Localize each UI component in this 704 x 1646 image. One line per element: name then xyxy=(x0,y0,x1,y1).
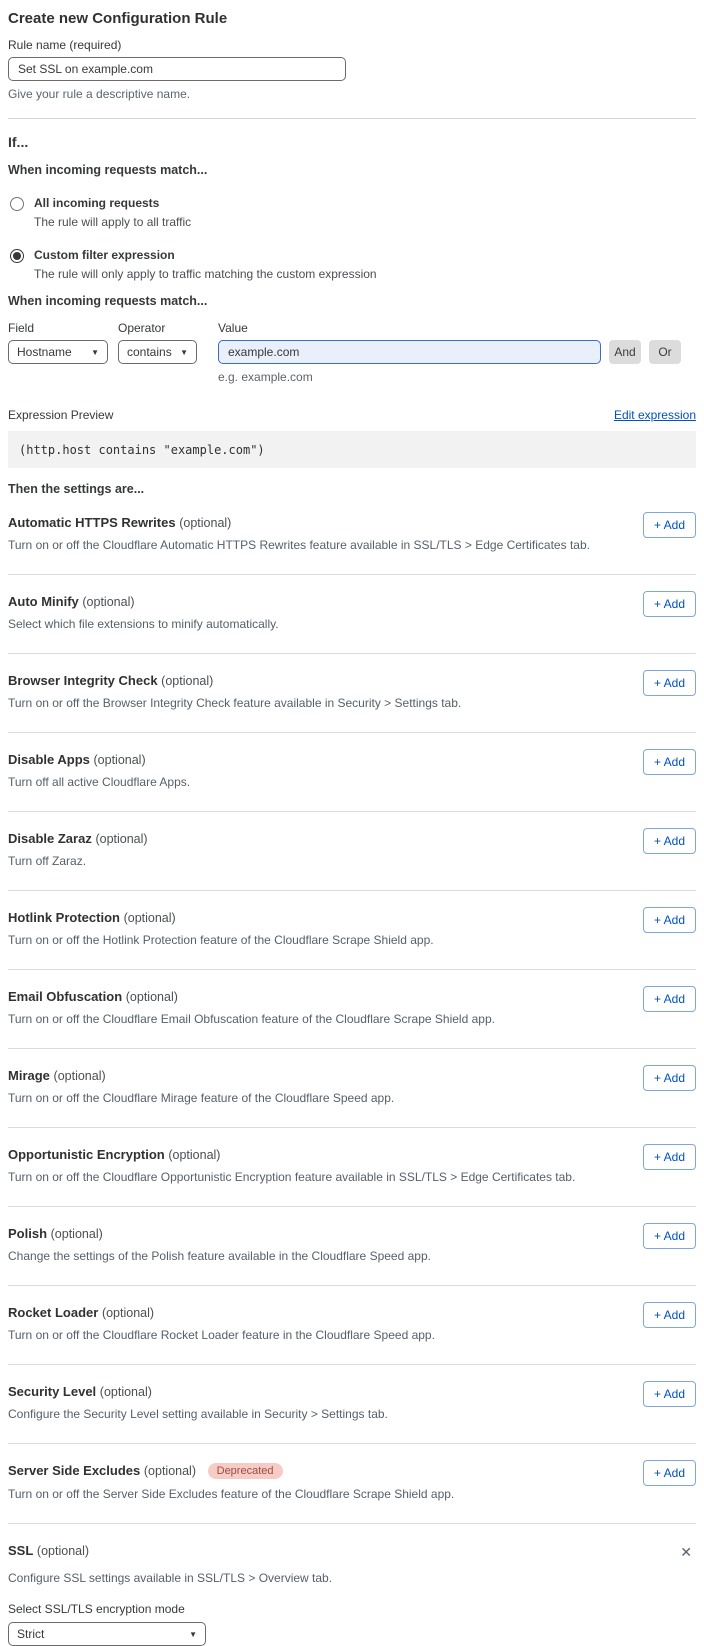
radio-option-all-requests[interactable] xyxy=(8,196,696,229)
setting-title: Polish xyxy=(8,1226,48,1241)
expression-preview-label: Expression Preview xyxy=(8,408,114,422)
setting-title: Automatic HTTPS Rewrites xyxy=(8,515,176,530)
setting-title: Server Side Excludes xyxy=(8,1463,141,1478)
setting-title: Auto Minify xyxy=(8,594,79,609)
optional-label: (optional) xyxy=(161,674,214,688)
builder-controls-row xyxy=(8,340,696,364)
optional-label: (optional) xyxy=(168,1148,221,1162)
chevron-down-icon: ▼ xyxy=(189,1629,197,1639)
setting-row xyxy=(8,1365,696,1444)
setting-title: Disable Zaraz xyxy=(8,831,92,846)
setting-title: Disable Apps xyxy=(8,752,90,767)
setting-title: SSL xyxy=(8,1543,34,1558)
setting-description: Turn on or off the Cloudflare Mirage feature of the Cloudflare Speed app. xyxy=(8,1091,395,1105)
setting-row xyxy=(8,575,696,654)
operator-label: Operator xyxy=(118,321,166,335)
setting-description: Select which file extensions to minify automatically. xyxy=(8,617,279,631)
add-button[interactable]: + Add xyxy=(643,512,696,538)
ssl-mode-label: Select SSL/TLS encryption mode xyxy=(8,1602,185,1616)
value-label: Value xyxy=(218,321,248,335)
operator-select-value: contains xyxy=(127,345,172,359)
or-button[interactable]: Or xyxy=(649,340,681,364)
rule-name-help: Give your rule a descriptive name. xyxy=(8,87,191,101)
operator-select[interactable] xyxy=(118,340,197,364)
rule-name-input[interactable] xyxy=(8,57,346,81)
setting-row xyxy=(8,970,696,1049)
add-button[interactable]: + Add xyxy=(643,591,696,617)
radio-option-custom-filter[interactable] xyxy=(8,248,696,281)
setting-row xyxy=(8,812,696,891)
setting-row xyxy=(8,654,696,733)
optional-label: (optional) xyxy=(143,1464,196,1478)
add-button[interactable]: + Add xyxy=(643,670,696,696)
setting-description: Turn on or off the Cloudflare Automatic HTTPS Rewrites feature available in SSL/TLS > Edge Certificates tab. xyxy=(8,538,590,552)
field-label: Field xyxy=(8,321,35,335)
setting-row xyxy=(8,1128,696,1207)
setting-title: Browser Integrity Check xyxy=(8,673,158,688)
field-select-value: Hostname xyxy=(17,345,72,359)
setting-description: Turn on or off the Cloudflare Opportunistic Encryption feature available in SSL/TLS > Edge Certificates tab. xyxy=(8,1170,576,1184)
add-button[interactable]: + Add xyxy=(643,749,696,775)
optional-label: (optional) xyxy=(125,990,178,1004)
setting-description: Change the settings of the Polish feature available in the Cloudflare Speed app. xyxy=(8,1249,431,1263)
setting-description: Turn on or off the Hotlink Protection feature of the Cloudflare Scrape Shield app. xyxy=(8,933,434,947)
builder-heading: When incoming requests match... xyxy=(8,294,208,308)
setting-row xyxy=(8,733,696,812)
setting-description: Turn off Zaraz. xyxy=(8,854,87,868)
settings-list xyxy=(8,496,696,1524)
radio-description: The rule will only apply to traffic matching the custom expression xyxy=(34,267,377,281)
expression-preview-header xyxy=(8,408,696,422)
setting-row xyxy=(8,891,696,970)
setting-title: Rocket Loader xyxy=(8,1305,99,1320)
ssl-mode-select[interactable] xyxy=(8,1622,206,1646)
optional-label: (optional) xyxy=(93,753,146,767)
setting-title: Opportunistic Encryption xyxy=(8,1147,165,1162)
setting-row xyxy=(8,1444,696,1524)
and-button[interactable]: And xyxy=(609,340,641,364)
setting-row xyxy=(8,1286,696,1365)
setting-row xyxy=(8,496,696,575)
add-button[interactable]: + Add xyxy=(643,1302,696,1328)
add-button[interactable]: + Add xyxy=(643,986,696,1012)
add-button[interactable]: + Add xyxy=(643,1223,696,1249)
then-settings-heading: Then the settings are... xyxy=(8,482,145,496)
expression-preview-code: (http.host contains "example.com") xyxy=(8,431,696,468)
optional-label: (optional) xyxy=(123,911,176,925)
radio-button-icon[interactable] xyxy=(10,249,24,263)
optional-label: (optional) xyxy=(95,832,148,846)
setting-title: Hotlink Protection xyxy=(8,910,120,925)
page-title: Create new Configuration Rule xyxy=(8,10,228,27)
if-heading: If... xyxy=(8,134,29,150)
setting-description: Turn on or off the Cloudflare Rocket Loader feature in the Cloudflare Speed app. xyxy=(8,1328,435,1342)
setting-description: Turn off all active Cloudflare Apps. xyxy=(8,775,191,789)
optional-label: (optional) xyxy=(101,1306,155,1320)
ssl-setting-section xyxy=(8,1524,696,1646)
setting-description: Turn on or off the Cloudflare Email Obfuscation feature of the Cloudflare Scrape Shield app. xyxy=(8,1012,495,1026)
value-input[interactable] xyxy=(218,340,601,364)
optional-label: (optional) xyxy=(53,1069,106,1083)
radio-button-icon[interactable] xyxy=(10,197,24,211)
setting-title: Security Level xyxy=(8,1384,97,1399)
chevron-down-icon: ▼ xyxy=(180,347,188,357)
add-button[interactable]: + Add xyxy=(643,828,696,854)
setting-title: Email Obfuscation xyxy=(8,989,123,1004)
value-help-text: e.g. example.com xyxy=(218,370,313,384)
optional-label: (optional) xyxy=(36,1544,90,1558)
section-divider xyxy=(8,118,696,119)
add-button[interactable]: + Add xyxy=(643,1381,696,1407)
optional-label: (optional) xyxy=(82,595,135,609)
setting-row xyxy=(8,1207,696,1286)
close-icon[interactable]: ✕ xyxy=(680,1544,692,1560)
add-button[interactable]: + Add xyxy=(643,907,696,933)
setting-row xyxy=(8,1049,696,1128)
radio-label: All incoming requests xyxy=(34,196,160,210)
optional-label: (optional) xyxy=(50,1227,103,1241)
ssl-mode-value: Strict xyxy=(17,1627,45,1641)
optional-label: (optional) xyxy=(179,516,232,530)
ssl-description: Configure SSL settings available in SSL/TLS > Overview tab. xyxy=(8,1571,333,1585)
add-button[interactable]: + Add xyxy=(643,1065,696,1091)
chevron-down-icon: ▼ xyxy=(91,347,99,357)
setting-description: Configure the Security Level setting available in Security > Settings tab. xyxy=(8,1407,388,1421)
field-select[interactable] xyxy=(8,340,108,364)
optional-label: (optional) xyxy=(99,1385,152,1399)
radio-label: Custom filter expression xyxy=(34,248,175,262)
add-button[interactable]: + Add xyxy=(643,1144,696,1170)
add-button[interactable]: + Add xyxy=(643,1460,696,1486)
setting-title: Mirage xyxy=(8,1068,50,1083)
builder-labels-row xyxy=(8,321,696,335)
deprecated-badge: Deprecated xyxy=(208,1463,283,1479)
radio-description: The rule will apply to all traffic xyxy=(34,215,192,229)
setting-description: Turn on or off the Server Side Excludes feature of the Cloudflare Scrape Shield app. xyxy=(8,1487,455,1501)
match-heading: When incoming requests match... xyxy=(8,163,208,177)
rule-name-label: Rule name (required) xyxy=(8,38,122,52)
setting-description: Turn on or off the Browser Integrity Check feature available in Security > Settings tab. xyxy=(8,696,462,710)
edit-expression-link[interactable]: Edit expression xyxy=(613,408,696,422)
